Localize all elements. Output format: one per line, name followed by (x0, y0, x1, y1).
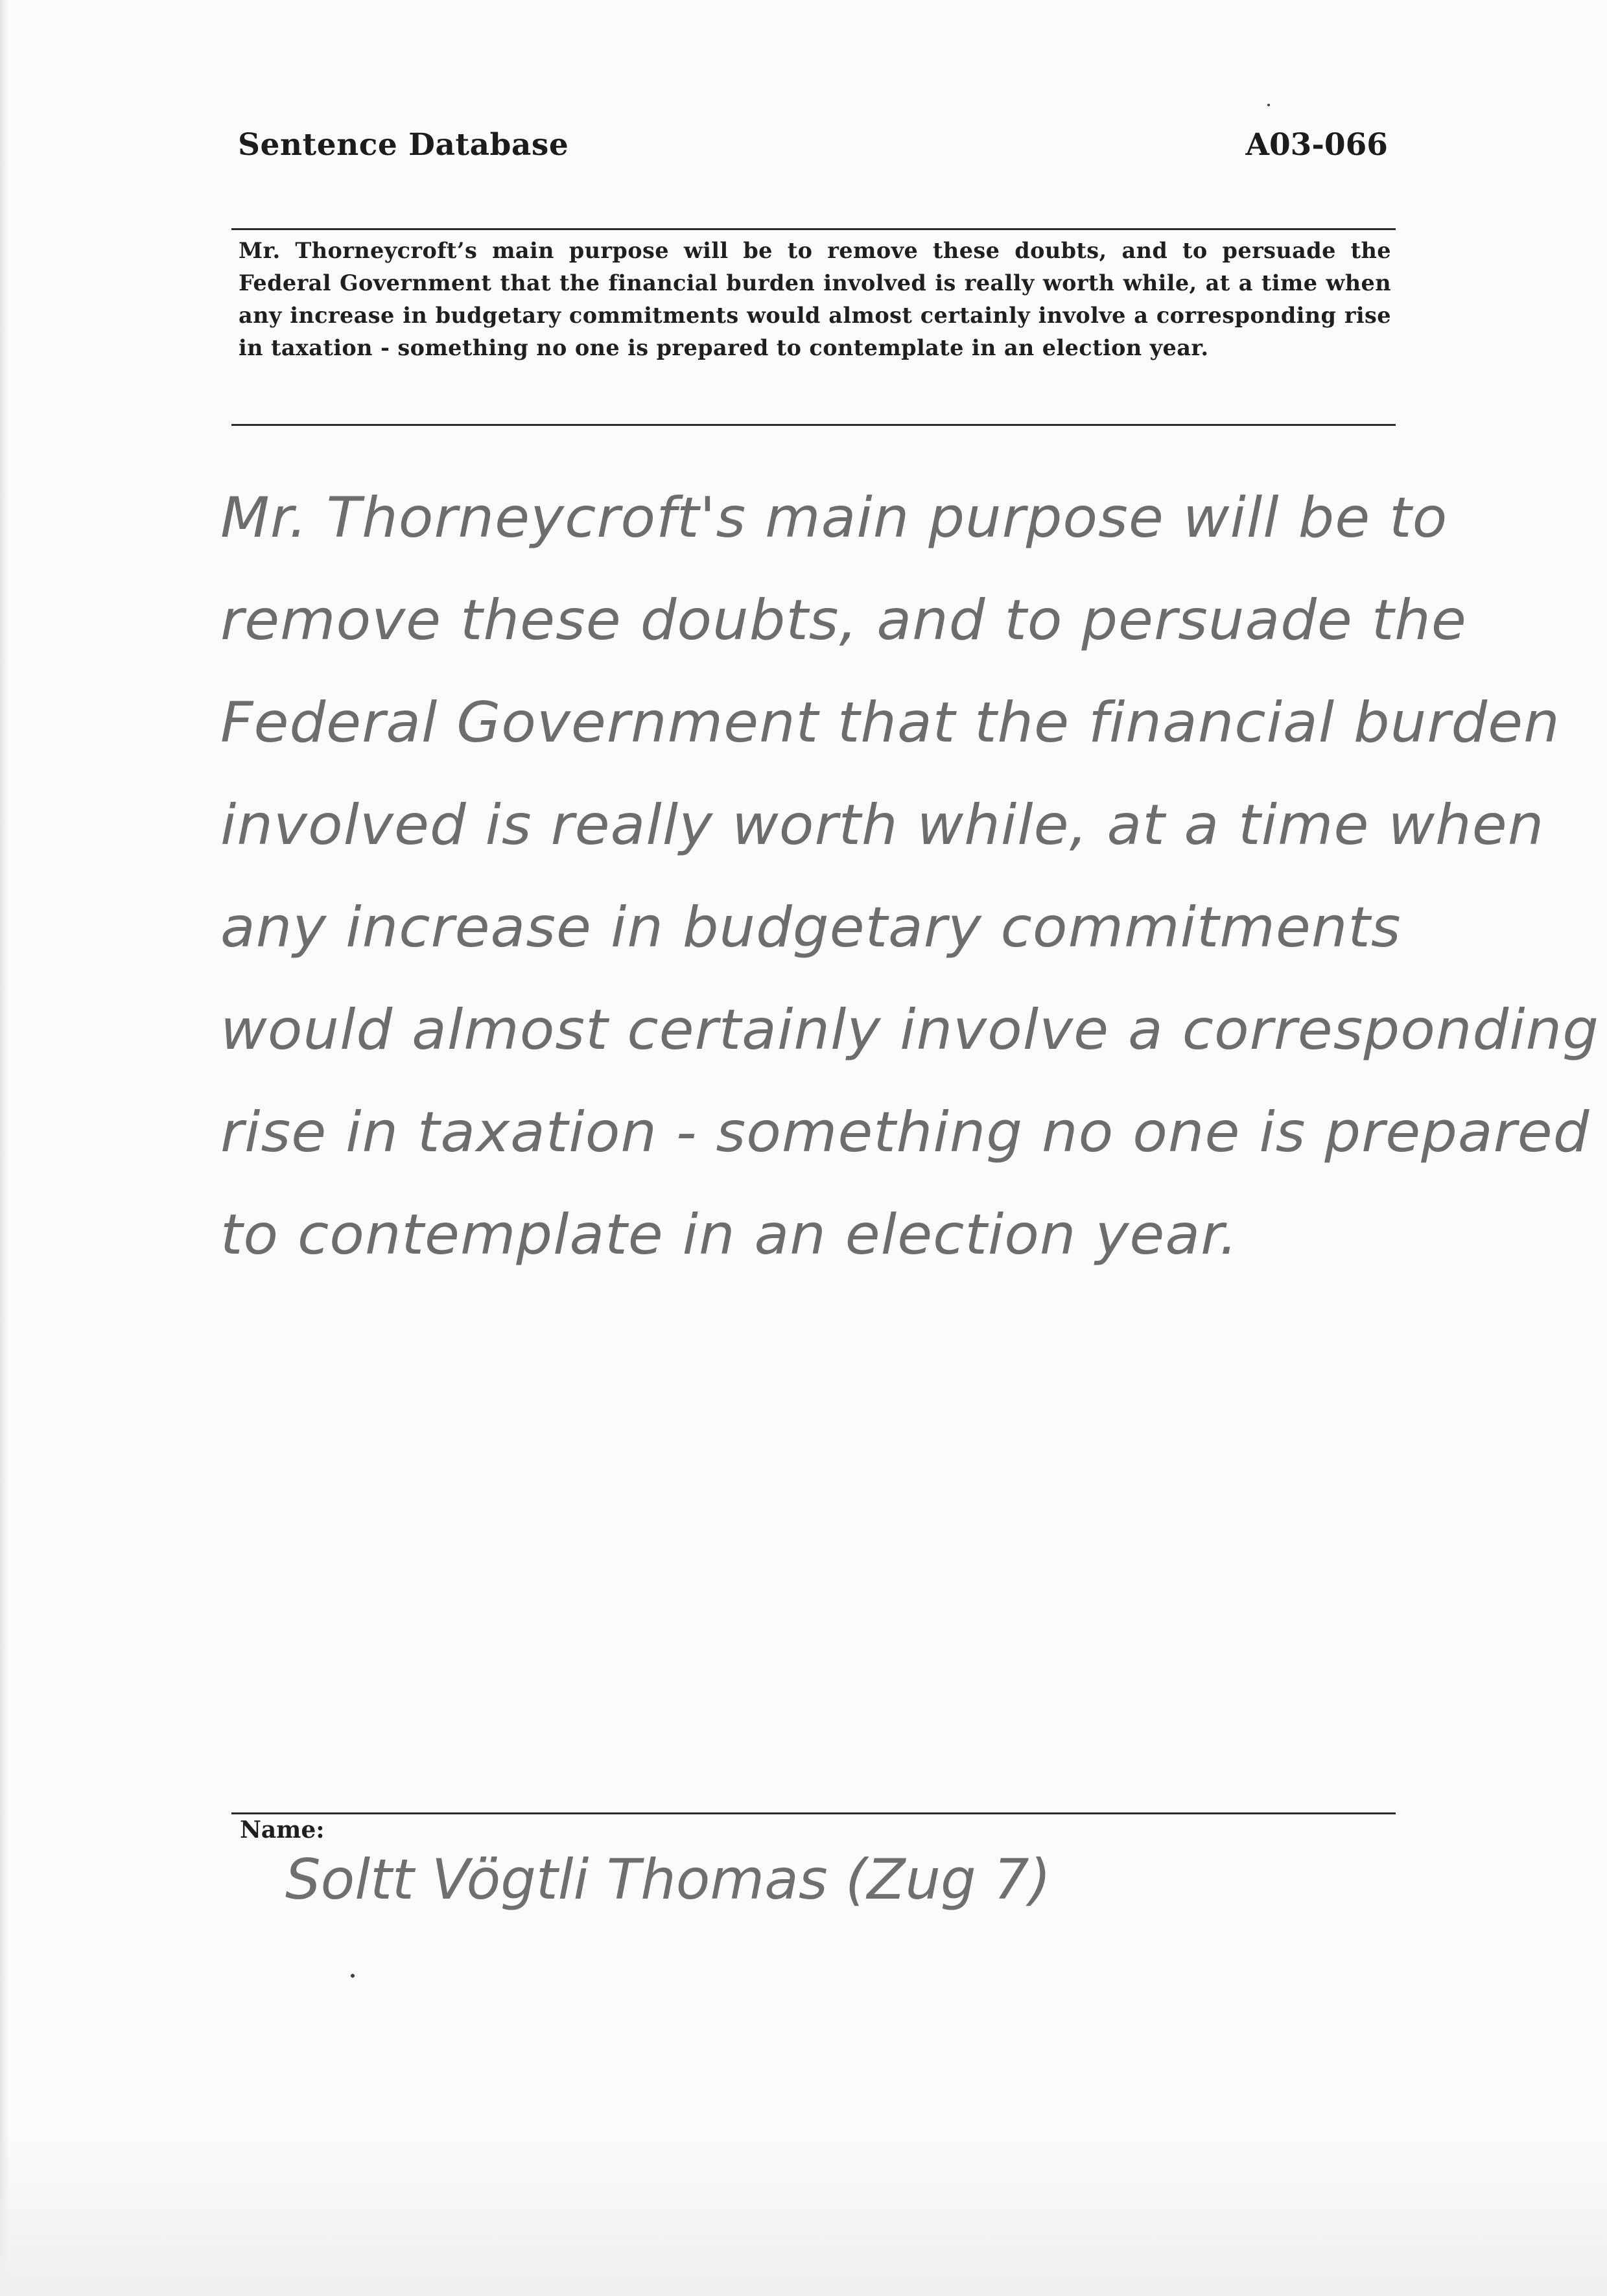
handwritten-line: would almost certainly involve a corresponding (220, 998, 1599, 1062)
name-label: Name: (240, 1816, 325, 1844)
handwritten-line: to contemplate in an election year. (220, 1202, 1239, 1267)
separator-rule (231, 424, 1396, 426)
handwritten-transcription (220, 467, 1599, 1286)
scan-speck (1267, 104, 1270, 106)
handwritten-line: rise in taxation - something no one is prepared (220, 1100, 1590, 1165)
handwritten-line: any increase in budgetary commitments (220, 895, 1402, 960)
handwritten-line: Federal Government that the financial burden (220, 690, 1560, 755)
handwritten-signature: Soltt Vögtli Thomas (Zug 7) (285, 1847, 1051, 1912)
handwritten-line: involved is really worth while, at a time when (220, 793, 1545, 858)
handwritten-line: Mr. Thorneycroft's main purpose will be to (220, 486, 1448, 550)
scan-speck (351, 1974, 355, 1978)
printed-sentence: Mr. Thorneycroft’s main purpose will be to remove these doubts, and to persuade the Federal Government that the financial burden involved is really worth while, at a time when any increase in budgetary commitments would almost certainly involve a corresponding rise in taxation - something no one is prepared to contemplate in an election year. (239, 238, 1391, 360)
top-rule (231, 228, 1396, 230)
handwritten-line: remove these doubts, and to persuade the (220, 588, 1467, 653)
form-id: A03-066 (1245, 127, 1388, 163)
database-title: Sentence Database (238, 127, 569, 163)
name-rule (231, 1812, 1396, 1814)
